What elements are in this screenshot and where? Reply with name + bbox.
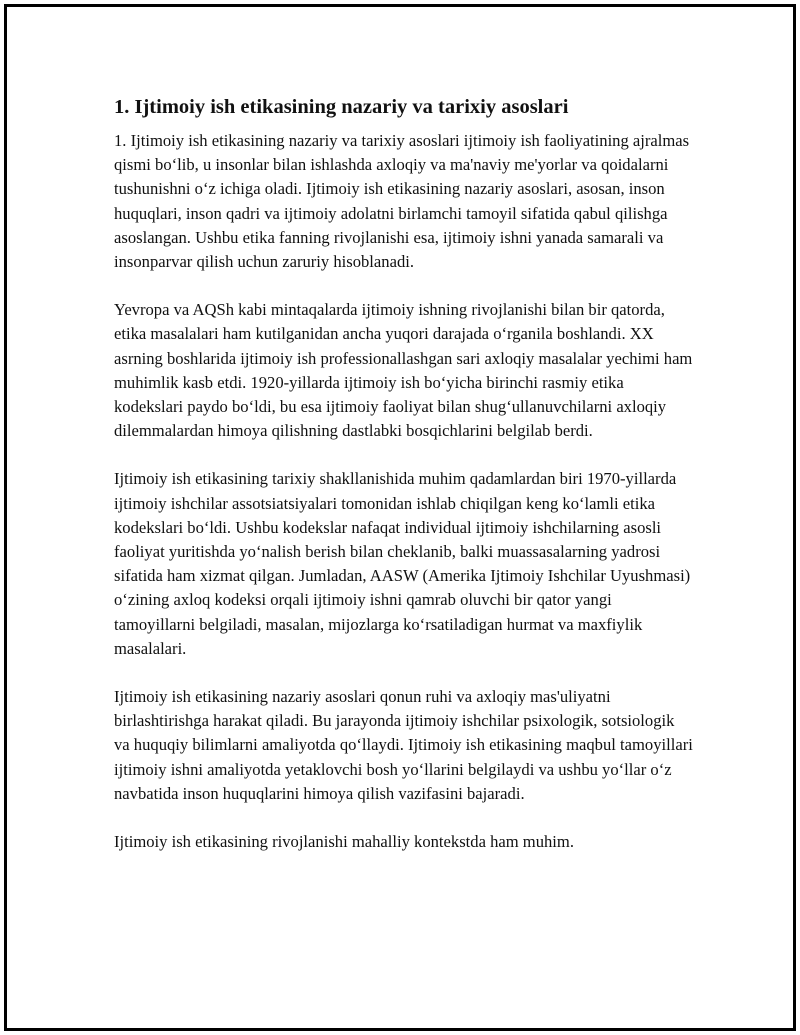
paragraph-1: 1. Ijtimoiy ish etikasining nazariy va tarixiy asoslari ijtimoiy ish faoliyatining ajralmas qismi bo‘lib, u insonlar bilan ishlashda axloqiy va ma'naviy me'yorlar va qoidalarni tushunishni o‘z ichiga oladi. Ijtimoiy ish etikasining nazariy asoslari, asosan, inson huquqlari, inson qadri va ijtimoiy adolatni birlamchi tamoyil sifatida qabul qilishga asoslangan. Ushbu etika fanning rivojlanishi esa, ijtimoiy ishni yanada samarali va insonparvar qilish uchun zaruriy hisoblanadi. [114,131,690,272]
paragraph-3: Ijtimoiy ish etikasining tarixiy shakllanishida muhim qadamlardan biri 1970-yillarda ijtimoiy ishchilar assotsiatsiyalari tomonidan ishlab chiqilgan keng ko‘lamli etika kodekslari bo‘ldi. Ushbu kodekslar nafaqat individual ijtimoiy ishchilarning asosli faoliyat yuritishda yo‘nalish berish bilan cheklanib, balki muassasalarning yadrosi sifatida ham xizmat qilgan. Jumladan, AASW (Amerika Ijtimoiy Ishchilar Uyushmasi) o‘zining axloq kodeksi orqali ijtimoiy ishni qamrab oluvchi bir qator yangi tamoyillarni belgiladi, masalan, mijozlarga ko‘rsatiladigan hurmat va maxfiylik masalalari. [114,469,691,658]
paragraph-2: Yevropa va AQSh kabi mintaqalarda ijtimoiy ishning rivojlanishi bilan bir qatorda, etika masalalari ham kutilganidan ancha yuqori darajada o‘rganila boshlandi. XX asrning boshlarida ijtimoiy ish professionallashgan sari axloqiy masalalar yechimi ham muhimlik kasb etdi. 1920-yillarda ijtimoiy ish bo‘yicha birinchi rasmiy etika kodekslari paydo bo‘ldi, bu esa ijtimoiy faoliyat bilan shug‘ullanuvchilarni axloqiy dilemmalardan himoya qilishning dastlabki bosqichlarini belgilab berdi. [114,300,693,441]
paragraph-4: Ijtimoiy ish etikasining nazariy asoslari qonun ruhi va axloqiy mas'uliyatni birlashtirishga harakat qiladi. Bu jarayonda ijtimoiy ishchilar psixologik, sotsiologik va huquqiy bilimlarni amaliyotda qo‘llaydi. Ijtimoiy ish etikasining maqbul tamoyillari ijtimoiy ishni amaliyotda yetaklovchi bosh yo‘llarini belgilaydi va ushbu yo‘llar o‘z navbatida inson huquqlarini himoya qilish vazifasini bajaradi. [114,687,693,803]
section-heading: 1. Ijtimoiy ish etikasining nazariy va tarixiy asoslari [114,96,569,118]
document-body [114,93,694,878]
paragraph-5: Ijtimoiy ish etikasining rivojlanishi mahalliy kontekstda ham muhim. [114,832,574,852]
